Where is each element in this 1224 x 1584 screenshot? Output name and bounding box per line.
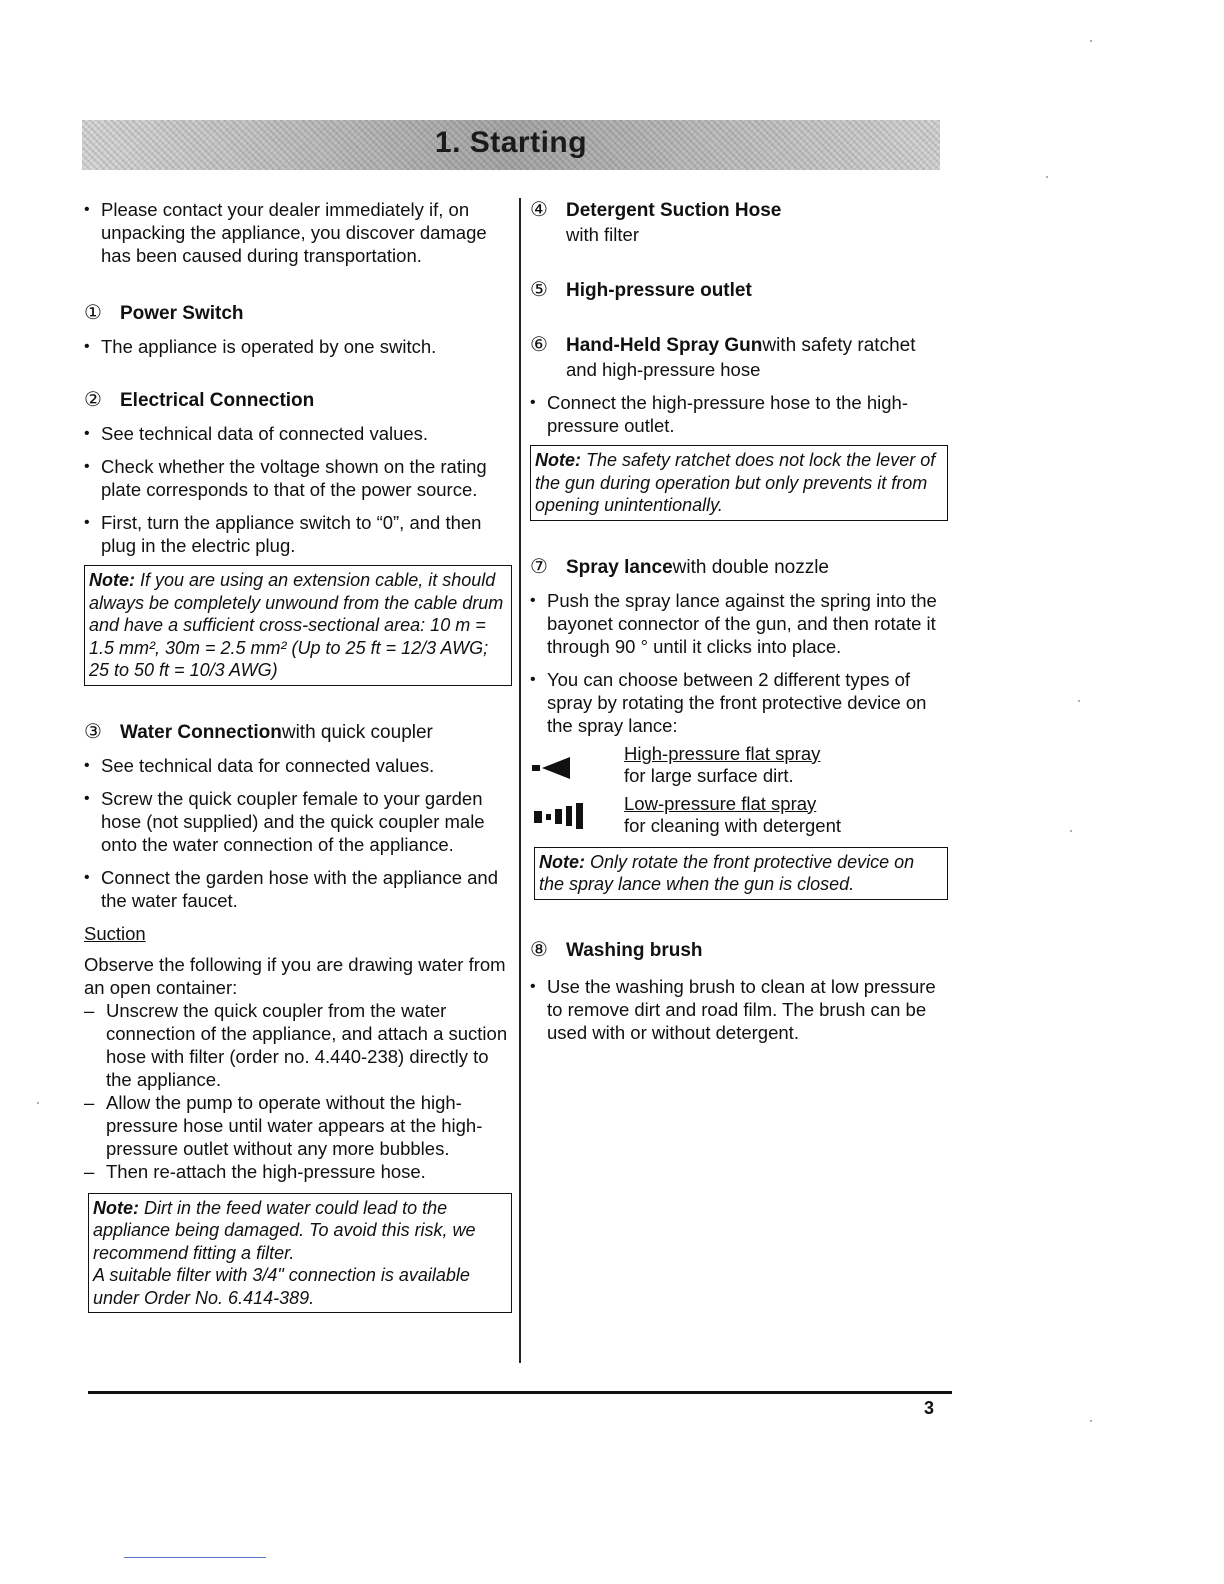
item-number: ③ (84, 720, 102, 743)
section-banner (82, 120, 940, 170)
high-pressure-outlet-heading: ⑤ High-pressure outlet (530, 279, 752, 301)
item-number: ⑧ (530, 938, 548, 961)
item-number: ② (84, 389, 102, 411)
list-item: • Push the spray lance against the spring into the bayonet connector of the gun, and then rotate it through 90 ° until it clicks into place. (530, 589, 948, 658)
extension-cable-note: Note: If you are using an extension cable, it should always be completely unwound from the cable drum and have a sufficient cross-sectional area: 10 m = 1.5 mm², 30m = 2.5 mm² (Up to 25 ft = 12/3 AWG; 25 to 50 ft = 10/3 AWG) (84, 565, 512, 686)
footer-rule (88, 1391, 952, 1394)
list-item: – Then re-attach the high-pressure hose. (84, 1160, 512, 1183)
spray-gun-heading: ⑥ Hand-Held Spray Gun with safety ratchet (530, 334, 916, 356)
filter-note: Note: Dirt in the feed water could lead to the appliance being damaged. To avoid this risk, we recommend fitting a filter. A suitable filter with 3/4" connection is available under Order No. 6.414-389. (88, 1193, 512, 1314)
scan-speck (1046, 176, 1048, 178)
high-pressure-spray-desc: for large surface dirt. (624, 764, 794, 786)
scan-speck (1090, 40, 1092, 42)
list-item: • First, turn the appliance switch to “0”, and then plug in the electric plug. (84, 511, 512, 557)
page-number: 3 (924, 1398, 935, 1418)
high-pressure-spray-title: High-pressure flat spray (624, 742, 821, 764)
high-pressure-spray-icon (530, 743, 624, 787)
low-pressure-spray-title: Low-pressure flat spray (624, 792, 817, 814)
scan-speck (1090, 1420, 1092, 1422)
low-pressure-spray-desc: for cleaning with detergent (624, 814, 841, 836)
low-pressure-spray-option (530, 793, 948, 837)
item-number: ⑤ (530, 279, 548, 301)
safety-ratchet-note: Note: The safety ratchet does not lock the lever of the gun during operation but only prevents it from opening unintentionally. (530, 445, 948, 521)
section-title: 1. Starting (434, 126, 588, 159)
list-item: • Check whether the voltage shown on the rating plate corresponds to that of the power source. (84, 455, 512, 501)
scan-speck (1078, 700, 1080, 702)
list-item: • See technical data for connected values. (84, 754, 512, 777)
item-number: ⑥ (530, 334, 548, 356)
high-pressure-spray-option (530, 743, 948, 787)
suction-intro: Observe the following if you are drawing water from an open container: (84, 953, 506, 998)
list-item: – Unscrew the quick coupler from the water connection of the appliance, and attach a suction hose with filter (order no. 4.440-238) directly to the appliance. (84, 999, 512, 1091)
list-item: • See technical data of connected values. (84, 422, 512, 445)
detergent-hose-heading: ④ Detergent Suction Hose (530, 199, 782, 221)
water-connection-heading: ③ Water Connection with quick coupler (84, 720, 433, 743)
list-item: • Screw the quick coupler female to your garden hose (not supplied) and the quick coupler male onto the water connection of the appliance. (84, 787, 512, 856)
list-item: • You can choose between 2 different types of spray by rotating the front protective device on the spray lance: (530, 668, 948, 737)
list-item: • Use the washing brush to clean at low pressure to remove dirt and road film. The brush can be used with or without detergent. (530, 975, 948, 1044)
scan-speck (1070, 830, 1072, 832)
scan-speck (37, 1102, 39, 1104)
detergent-hose-sub: with filter (566, 224, 639, 245)
item-number: ① (84, 302, 102, 324)
spray-gun-sub: and high-pressure hose (566, 359, 761, 380)
left-column (84, 198, 512, 1313)
intro-bullet: • Please contact your dealer immediately if, on unpacking the appliance, you discover damage has been caused during transportation. (84, 198, 512, 267)
item-number: ⑦ (530, 555, 548, 578)
list-item: – Allow the pump to operate without the high-pressure hose until water appears at the high-pressure outlet without any more bubbles. (84, 1091, 512, 1160)
scan-artifact-line (124, 1557, 266, 1558)
low-pressure-spray-icon (530, 793, 624, 837)
right-column (530, 198, 948, 1044)
electrical-connection-heading: ② Electrical Connection (84, 389, 315, 411)
list-item: • Connect the garden hose with the appliance and the water faucet. (84, 866, 512, 912)
suction-heading: Suction (84, 922, 146, 944)
list-item: • Connect the high-pressure hose to the high-pressure outlet. (530, 391, 948, 437)
power-switch-heading: ① Power Switch (84, 302, 244, 324)
item-number: ④ (530, 199, 548, 221)
spray-lance-heading: ⑦ Spray lance with double nozzle (530, 555, 829, 578)
list-item: • The appliance is operated by one switch. (84, 335, 512, 358)
washing-brush-heading: ⑧ Washing brush (530, 938, 703, 961)
spray-lance-note: Note: Only rotate the front protective device on the spray lance when the gun is closed. (534, 847, 948, 900)
column-divider (519, 198, 521, 1363)
